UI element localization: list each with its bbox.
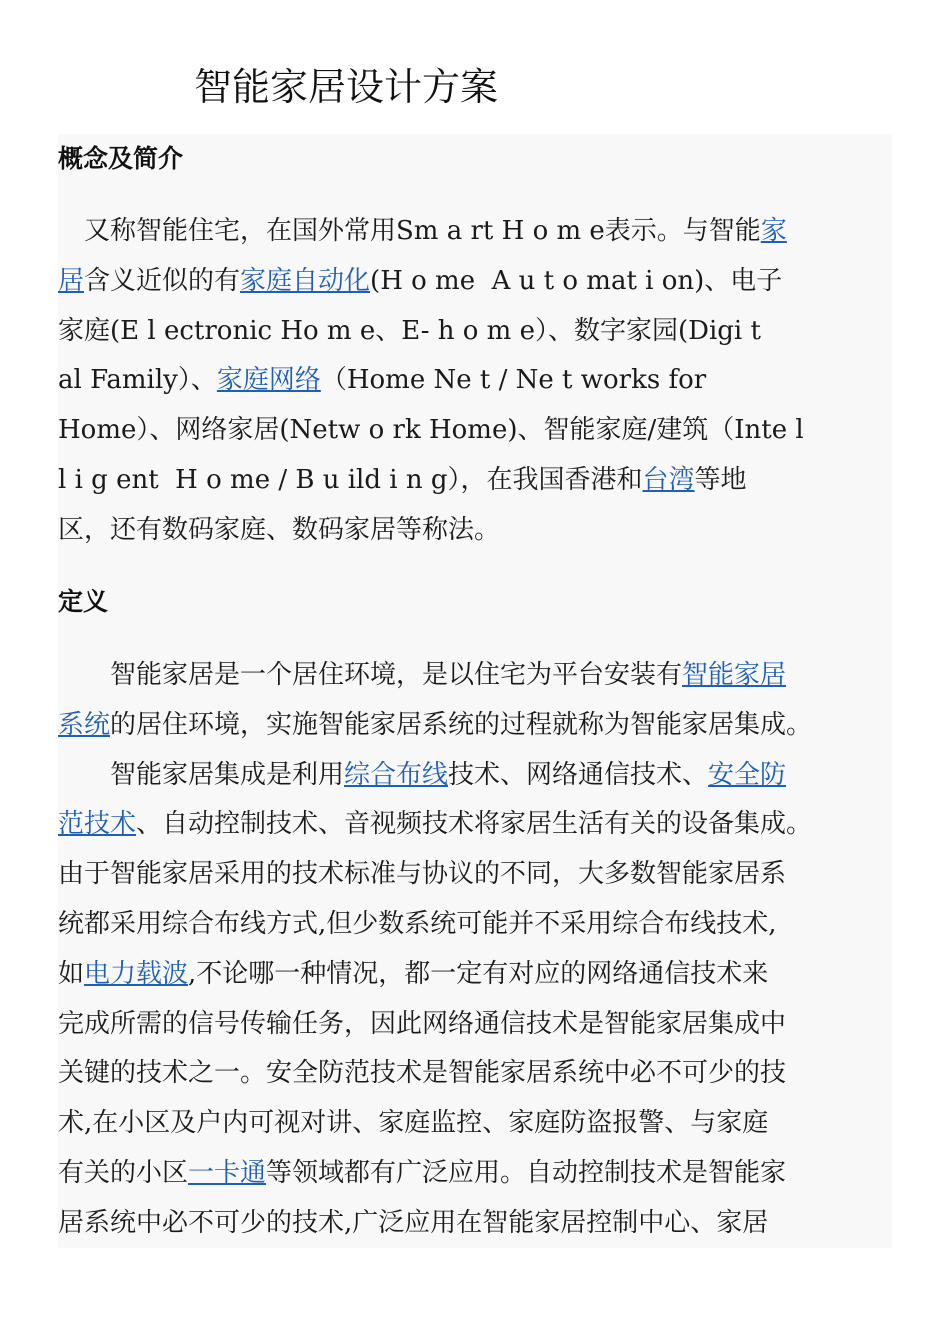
body-text-line: [58, 806, 812, 842]
body-text-line: [58, 1205, 768, 1241]
text-run: 、自动控制技术、音视频技术将家居生活有关的设备集成。: [136, 809, 813, 840]
text-run: 由于智能家居采用的技术标准与协议的不同，大多数智能家居系: [58, 859, 787, 890]
body-text-line: [58, 362, 706, 398]
body-text-line: [58, 462, 747, 498]
text-run: 完成所需的信号传输任务，因此网络通信技术是智能家居集成中: [58, 1008, 787, 1039]
hyperlink[interactable]: 安全防: [708, 759, 787, 790]
text-run: Home）、网络家居(Netw o rk Home)、智能家庭/建筑（Inte l: [58, 415, 804, 446]
text-run: 统都采用综合布线方式,但少数系统可能并不采用综合布线技术,: [58, 909, 777, 939]
text-run: 关键的技术之一。安全防范技术是智能家居系统中必不可少的技: [58, 1058, 787, 1089]
text-run: 的居住环境，实施智能家居系统的过程就称为智能家居集成。: [110, 709, 813, 740]
body-text-line: [58, 263, 782, 299]
text-run: 等地: [694, 465, 747, 495]
body-text-line: [58, 657, 786, 693]
hyperlink[interactable]: 家庭网络: [216, 365, 321, 396]
body-text-line: [58, 906, 777, 942]
document-title: 智能家居设计方案: [194, 65, 499, 109]
text-run: （Home Ne t / Ne t works for: [320, 365, 707, 396]
body-text-line: [58, 757, 786, 793]
hyperlink[interactable]: 智能家居: [682, 660, 787, 690]
hyperlink[interactable]: 系统: [58, 709, 111, 740]
hyperlink[interactable]: 居: [58, 265, 85, 296]
text-run: 家庭(E l ectronic Ho m e、E- h o m e）、数字家园(Digi t: [58, 315, 761, 346]
hyperlink[interactable]: 台湾: [642, 465, 695, 495]
text-run: 有关的小区: [58, 1158, 189, 1188]
hyperlink[interactable]: 电力载波: [84, 958, 189, 989]
body-text-line: [58, 512, 500, 548]
section-heading-definition: 定义: [58, 587, 109, 616]
text-run: 智能家居是一个居住环境，是以住宅为平台安装有: [58, 660, 683, 690]
text-run: 又称智能住宅，在国外常用Sm a rt H o m e表示。与智能: [58, 216, 761, 246]
text-run: ,不论哪一种情况，都一定有对应的网络通信技术来: [188, 958, 769, 989]
body-text-line: [58, 956, 768, 992]
body-text-line: [58, 1105, 768, 1141]
text-run: 智能家居集成是利用: [58, 759, 345, 790]
text-run: 区，还有数码家庭、数码家居等称法。: [58, 514, 501, 545]
text-run: 技术、网络通信技术、: [448, 759, 709, 790]
hyperlink[interactable]: 范技术: [58, 809, 137, 840]
body-text-line: [58, 313, 761, 349]
body-text-line: [58, 856, 786, 892]
hyperlink[interactable]: 一卡通: [188, 1158, 267, 1188]
text-run: 含义近似的有: [84, 265, 241, 296]
text-run: 居系统中必不可少的技术,广泛应用在智能家居控制中心、家居: [58, 1207, 769, 1238]
text-run: l i g ent H o me / B u ild i n g），在我国香港和: [58, 465, 643, 495]
hyperlink[interactable]: 综合布线: [344, 759, 449, 790]
body-text-line: [58, 1055, 786, 1091]
text-run: al Family）、: [58, 365, 217, 396]
text-run: 术,在小区及户内可视对讲、家庭监控、家庭防盗报警、与家庭: [58, 1108, 769, 1139]
body-text-line: [58, 707, 812, 743]
hyperlink[interactable]: 家: [760, 216, 787, 246]
body-text-line: [58, 412, 804, 448]
text-run: 等领域都有广泛应用。自动控制技术是智能家: [266, 1158, 787, 1188]
hyperlink[interactable]: 家庭自动化: [240, 265, 371, 296]
body-text-line: [58, 213, 787, 249]
text-run: 如: [58, 958, 85, 989]
section-heading-concept: 概念及简介: [58, 144, 184, 173]
body-text-line: [58, 1155, 786, 1191]
body-text-line: [58, 1006, 786, 1042]
text-run: (H o me A u t o mat i on)、电子: [370, 265, 783, 296]
